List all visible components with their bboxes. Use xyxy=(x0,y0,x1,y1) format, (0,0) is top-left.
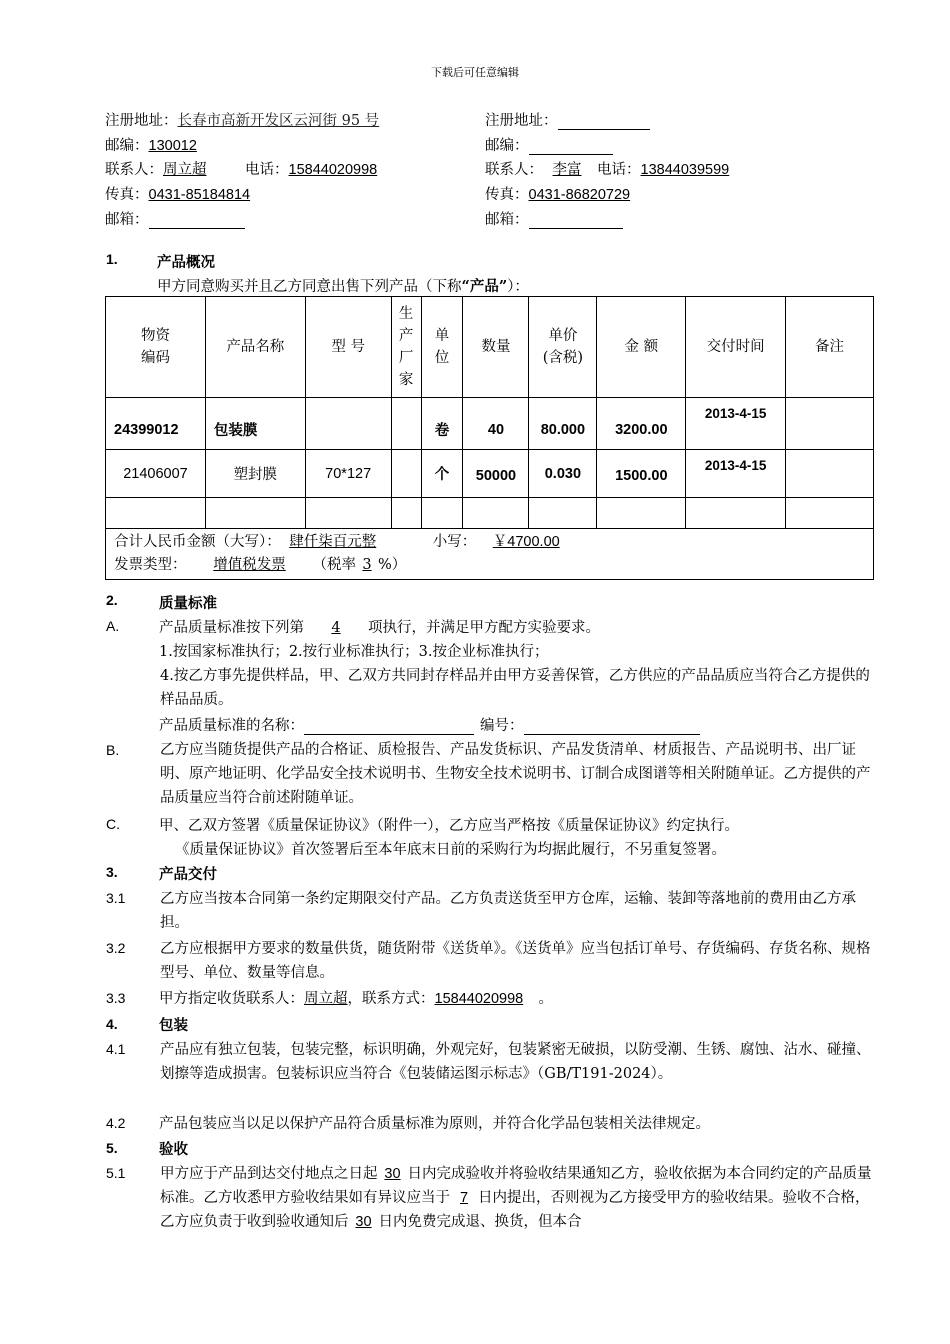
section-2-number: 2. xyxy=(106,592,118,608)
item-a-number: A. xyxy=(106,618,120,634)
item-b-number: B. xyxy=(106,742,120,758)
cell-price: 80.000 xyxy=(529,398,597,450)
party-a-email-blank xyxy=(149,214,245,229)
table-row xyxy=(106,398,874,450)
clause-3-3-number: 3.3 xyxy=(106,990,126,1006)
party-b-fax-line: 传真：0431-86820729 xyxy=(485,183,684,204)
table-row-empty xyxy=(106,498,874,529)
party-a-zip: 130012 xyxy=(148,138,197,154)
cell-model: 70*127 xyxy=(305,450,391,498)
standard-name-blank xyxy=(304,720,474,735)
cell-name: 包装膜 xyxy=(205,398,305,450)
product-table xyxy=(105,296,874,580)
clause-5-1-text: 甲方应于产品到达交付地点之日起 30 日内完成验收并将验收结果通知乙方，验收依据为本合同约定的产品质量标准。乙方收悉甲方验收结果如有异议应当于 7 日内提出，否则视为乙方接受甲方的验收结果。验收不合格，乙方应负责于收到验收通知后 30 日内免费完成退、换货，但本合 xyxy=(160,1162,872,1234)
header-maker: 生产厂家 xyxy=(391,297,421,398)
section-1-intro: 甲方同意购买并且乙方同意出售下列产品（下称“产品”）： xyxy=(157,278,529,295)
section-3-number: 3. xyxy=(106,864,118,880)
section-5-title: 验收 xyxy=(159,1141,188,1158)
cell-maker xyxy=(391,398,421,450)
item-c-number: C. xyxy=(106,816,120,832)
header-unit: 单位 xyxy=(421,297,463,398)
header-code: 物资 编码 xyxy=(106,297,206,398)
objection-days: 7 xyxy=(459,1190,469,1206)
clause-4-1-text: 产品应有独立包装，包装完整，标识明确，外观完好，包装紧密无破损，以防受潮、生锈、腐蚀、沾水、碰撞、划擦等造成损害。包装标识应当符合《包装储运图示标志》（GB/T191-2024）。 xyxy=(160,1042,871,1082)
party-a-contact-line: 联系人：周立超 电话：15844020998 xyxy=(105,158,389,179)
cell-amount: 3200.00 xyxy=(597,398,686,450)
receiver-name: 周立超 xyxy=(304,991,348,1007)
party-a-phone: 15844020998 xyxy=(288,162,378,178)
item-b-text: 乙方应当随货提供产品的合格证、质检报告、产品发货标识、产品发货清单、材质报告、产品说明书、出厂证明、原产地证明、化学品安全技术说明书、生物安全技术说明书、订制合成图谱等相关附随单证。乙方提供的产品质量应当符合前述附随单证。 xyxy=(160,742,871,806)
clause-4-1-number: 4.1 xyxy=(106,1041,126,1057)
cell-code: 21406007 xyxy=(106,450,206,498)
return-days: 30 xyxy=(355,1214,372,1230)
item-a-option-4: 4.按乙方事先提供样品，甲、乙双方共同封存样品并由甲方妥善保管，乙方供应的产品品质应当符合乙方提供的样品品质。 xyxy=(160,668,870,708)
cell-qty: 40 xyxy=(463,398,529,450)
clause-3-2-text: 乙方应根据甲方要求的数量供货，随货附带《送货单》。《送货单》应当包括订单号、存货编码、存货名称、规格型号、单位、数量等信息。 xyxy=(160,941,871,981)
clause-4-2-number: 4.2 xyxy=(106,1115,126,1131)
party-a-address: 长春市高新开发区云河街 95 号 xyxy=(177,113,380,129)
total-amount-cn: 肆仟柒百元整 xyxy=(289,534,377,550)
party-a-contact: 周立超 xyxy=(163,162,207,178)
total-line: 合计人民币金额（大写）： 肆仟柒百元整 小写： ￥4700.00 xyxy=(114,531,873,554)
party-a-zip-line: 邮编：130012 xyxy=(105,134,283,155)
cell-date: 2013-4-15 xyxy=(686,450,786,498)
item-a-options: 1.按国家标准执行；2.按行业标准执行；3.按企业标准执行； xyxy=(159,644,549,660)
party-b-email-blank xyxy=(529,214,623,229)
clause-3-2-number: 3.2 xyxy=(106,940,126,956)
table-row xyxy=(106,450,874,498)
party-b-contact: 李富 xyxy=(552,162,582,178)
clause-3-1-number: 3.1 xyxy=(106,890,126,906)
header-name: 产品名称 xyxy=(205,297,305,398)
party-b-zip-line: 邮编： xyxy=(485,134,613,155)
section-3-title: 产品交付 xyxy=(159,866,217,883)
header-note: 备注 xyxy=(786,297,874,398)
header-amount: 金 额 xyxy=(597,297,686,398)
receiver-phone: 15844020998 xyxy=(434,991,524,1007)
standard-option: 4 xyxy=(331,620,341,636)
party-a-fax: 0431-85184814 xyxy=(148,187,251,203)
cell-unit: 卷 xyxy=(421,398,463,450)
table-total-row xyxy=(106,529,874,580)
party-a-address-line: 注册地址：长春市高新开发区云河街 95 号 xyxy=(105,113,380,129)
cell-amount: 1500.00 xyxy=(597,450,686,498)
cell-unit: 个 xyxy=(421,450,463,498)
party-b-fax: 0431-86820729 xyxy=(528,187,631,203)
invoice-line: 发票类型： 增值税发票 （税率 3 %） xyxy=(114,554,873,577)
party-a-email-line: 邮箱： xyxy=(105,208,245,229)
cell-date: 2013-4-15 xyxy=(686,398,786,450)
cell-name: 塑封膜 xyxy=(205,450,305,498)
section-4-number: 4. xyxy=(106,1016,118,1032)
cell-model xyxy=(305,398,391,450)
table-header-row xyxy=(106,297,874,398)
page-header-note: 下载后可任意编辑 xyxy=(431,66,519,79)
header-price: 单价 (含税) xyxy=(529,297,597,398)
inspection-days: 30 xyxy=(384,1166,401,1182)
header-qty: 数量 xyxy=(463,297,529,398)
cell-maker xyxy=(391,450,421,498)
section-5-number: 5. xyxy=(106,1140,118,1156)
item-a-line: 产品质量标准按下列第 4 项执行，并满足甲方配方实验要求。 xyxy=(159,620,600,636)
clause-3-1-text: 乙方应当按本合同第一条约定期限交付产品。乙方负责送货至甲方仓库，运输、装卸等落地前的费用由乙方承担。 xyxy=(160,891,856,931)
header-date: 交付时间 xyxy=(686,297,786,398)
section-2-title: 质量标准 xyxy=(159,595,217,612)
item-c-text-1: 甲、乙双方签署《质量保证协议》（附件一），乙方应当严格按《质量保证协议》约定执行。 xyxy=(159,818,739,834)
invoice-type: 增值税发票 xyxy=(213,557,286,573)
header-model: 型 号 xyxy=(305,297,391,398)
section-1-number: 1. xyxy=(106,251,118,267)
standard-number-blank xyxy=(524,720,700,735)
cell-code: 24399012 xyxy=(106,398,206,450)
total-amount-num: ￥4700.00 xyxy=(492,534,560,550)
item-c-text-2: 《质量保证协议》首次签署后至本年底末日前的采购行为均据此履行，不另重复签署。 xyxy=(175,842,726,858)
clause-3-3-text: 甲方指定收货联系人：周立超，联系方式：15844020998 。 xyxy=(159,991,553,1007)
clause-5-1-number: 5.1 xyxy=(106,1165,126,1181)
cell-note xyxy=(786,450,874,498)
party-b-address-blank xyxy=(558,115,650,130)
party-b-phone: 13844039599 xyxy=(640,162,730,178)
party-b-contact-line: 联系人： 李富 电话：13844039599 xyxy=(485,158,781,179)
party-b-address-line: 注册地址： xyxy=(485,109,650,130)
section-1-title: 产品概况 xyxy=(157,254,215,271)
cell-price: 0.030 xyxy=(529,450,597,498)
section-4-title: 包装 xyxy=(159,1017,188,1034)
party-a-fax-line: 传真：0431-85184814 xyxy=(105,183,301,204)
clause-4-2-text: 产品包装应当以足以保护产品符合质量标准为原则，并符合化学品包装相关法律规定。 xyxy=(159,1116,710,1132)
standard-name-line: 产品质量标准的名称： 编号： xyxy=(159,714,700,735)
party-b-zip-blank xyxy=(529,140,613,155)
tax-rate: 3 xyxy=(362,557,372,573)
cell-note xyxy=(786,398,874,450)
party-b-email-line: 邮箱： xyxy=(485,208,623,229)
cell-qty: 50000 xyxy=(463,450,529,498)
